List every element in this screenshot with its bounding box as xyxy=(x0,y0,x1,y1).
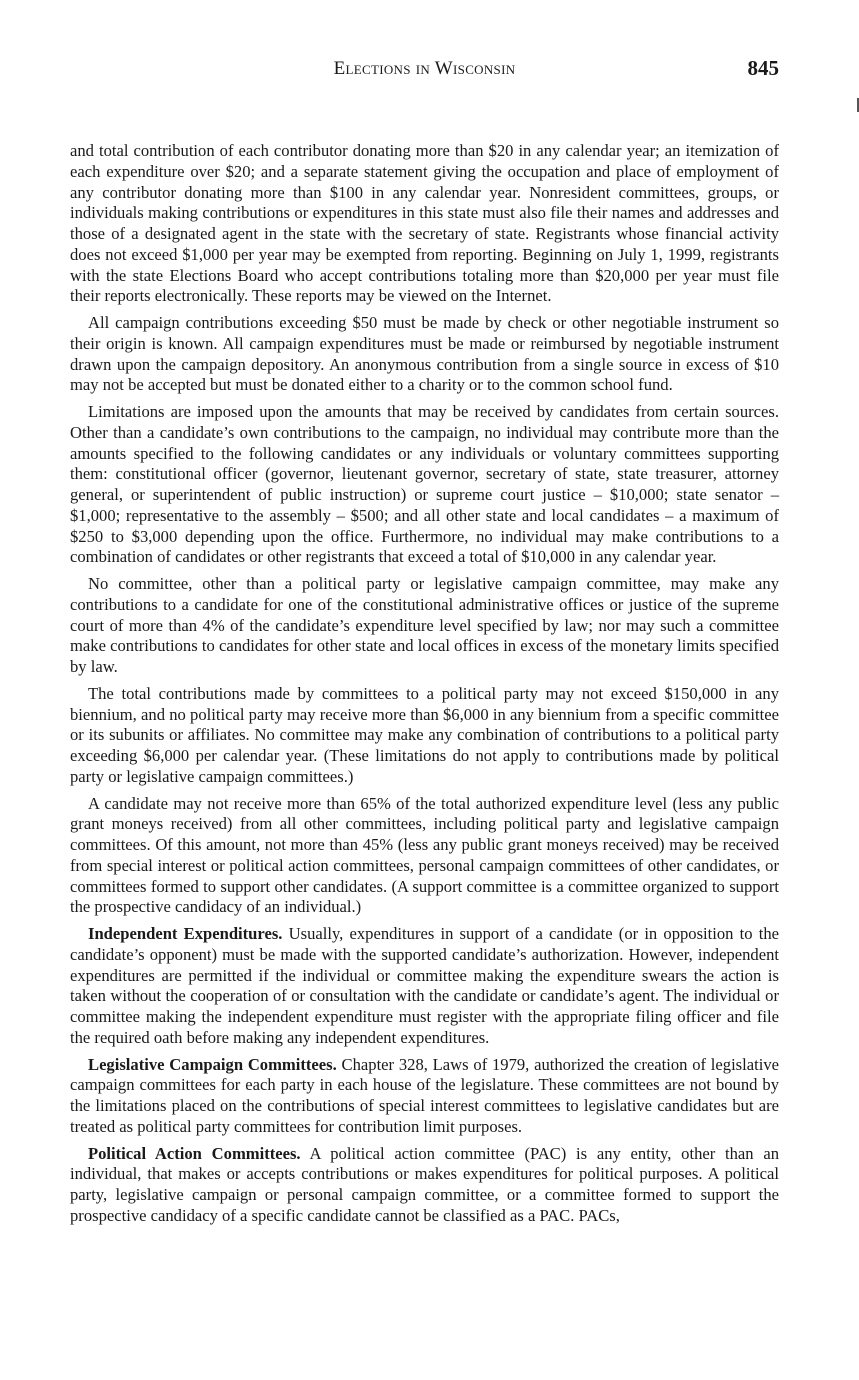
paragraph-text: and total contribution of each contributor donating more than $20 in any calendar year; an itemization of each expenditure over $20; and a separate statement giving the occupation and place of employment of any contributor donating more than $100 in any calendar year. Nonresident committees, groups, or individuals making contributions or expenditures in this state must also file their names and addresses and those of a designated agent in the state with the secretary of state. Registrants whose financial activity does not exceed $1,000 per year may be exempted from reporting. Beginning on July 1, 1999, registrants with the state Elections Board who accept contributions totaling more than $20,000 per year must file their reports electronically. These reports may be viewed on the Internet. xyxy=(70,141,779,306)
page-number: 845 xyxy=(747,56,779,80)
paragraph-text: A candidate may not receive more than 65% of the total authorized expenditure level (less any public grant moneys received) from all other committees, including political party and legislative campaign committees. Of this amount, not more than 45% (less any public grant moneys received) may be received from special interest or political action committees, personal campaign committees of other candidates, or committees formed to support other candidates. (A support committee is a committee organized to support the prospective candidacy of an individual.) xyxy=(70,793,779,917)
paragraph-contribution-by-check xyxy=(70,313,779,396)
paragraph-text: A political action committee (PAC) is any entity, other than an individual, that makes or accepts contributions or makes expenditures for political purposes. A political party, legislative campaign or personal campaign committee, or a committee formed to support the prospective candidacy of a specific candidate cannot be classified as a PAC. PACs, xyxy=(70,1143,780,1225)
paragraph-text: Usually, expenditures in support of a candidate (or in opposition to the candidate’s opponent) must be made with the supported candidate’s authorization. However, independent expenditures are permitted if the individual or committee making the expenditure swears the action is taken without the cooperation of or consultation with the candidate or candidate’s agent. The individual or committee making the independent expenditure must register with the appropriate filing officer and file the required oath before making any independent expenditures. xyxy=(70,924,780,1047)
section-heading: Independent Expenditures. xyxy=(88,924,283,943)
section-heading: Legislative Campaign Committees. xyxy=(88,1054,337,1074)
paragraph-legislative-campaign-committees xyxy=(70,1055,779,1138)
paragraph-independent-expenditures xyxy=(70,924,779,1049)
section-heading: Political Action Committees. xyxy=(88,1143,301,1163)
body-text xyxy=(70,141,779,1233)
running-title: Elections in Wisconsin xyxy=(333,58,516,79)
paragraph-text: Limitations are imposed upon the amounts that may be received by candidates from certain sources. Other than a candidate’s own contributions to the campaign, no individual may contribute more than the amounts specified to the following candidates or any individuals or voluntary committees supporting them: constitutional officer (governor, lieutenant governor, secretary of state, state treasurer, attorney general, or superintendent of public instruction) or supreme court justice – $10,000; state senator – $1,000; representative to the assembly – $500; and all other state and local candidates – a maximum of $250 to $3,000 depending upon the office. Furthermore, no individual may make contributions to a combination of candidates or other registrants that exceed a total of $10,000 in any calendar year. xyxy=(70,402,779,567)
paragraph-political-action-committees xyxy=(70,1144,779,1227)
paragraph-text: No committee, other than a political party or legislative campaign committee, may make any contributions to a candidate for one of the constitutional administrative offices or justice of the supreme court of more than 4% of the candidate’s expenditure level specified by law; nor may such a committee make contributions to candidates for other state and local offices in excess of the monetary limits specified by law. xyxy=(70,574,779,676)
page-header xyxy=(70,58,779,88)
paragraph-text: The total contributions made by committees to a political party may not exceed $150,000 in any biennium, and no political party may receive more than $6,000 in any biennium from a specific committee or its subunits or affiliates. No committee may make any combination of contributions to a political party exceeding $6,000 per calendar year. (These limitations do not apply to contributions made by political party or legislative campaign committees.) xyxy=(70,683,779,786)
paragraph-party-contributions xyxy=(70,684,779,788)
paragraph-contribution-limits xyxy=(70,402,779,568)
paragraph-committee-limits xyxy=(70,574,779,678)
paragraph-text: All campaign contributions exceeding $50 must be made by check or other negotiable instrument so their origin is known. All campaign expenditures must be made or reimbursed by negotiable instrument drawn upon the campaign depository. An anonymous contribution from a single source in excess of $10 may not be accepted but must be donated either to a charity or to the common school fund. xyxy=(70,313,779,395)
paragraph-text: Chapter 328, Laws of 1979, authorized the creation of legislative campaign committees for each party in each house of the legislature. These committees are not bound by the limitations placed on the contributions of special interest committees to legislative candidates but are treated as political party committees for contribution limit purposes. xyxy=(70,1054,779,1136)
paragraph-contributor-reporting xyxy=(70,141,779,307)
paragraph-candidate-receipts xyxy=(70,794,779,919)
